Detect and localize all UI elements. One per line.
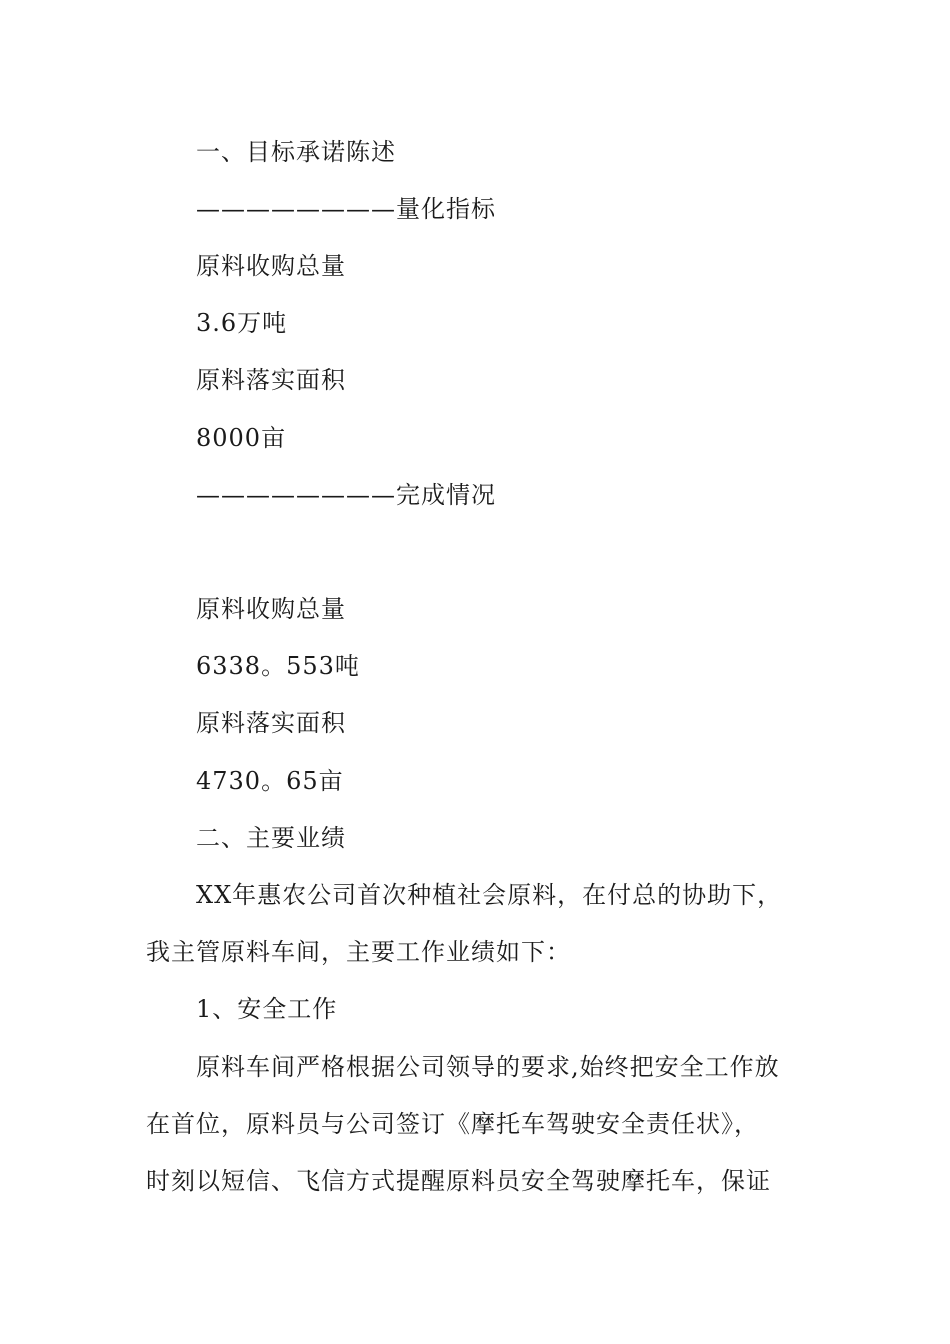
paragraph-line: 在首位，原料员与公司签订《摩托车驾驶安全责任状》， (146, 1110, 759, 1138)
label-purchase-total-target: 原料收购总量 (196, 252, 346, 280)
label-planting-area-actual: 原料落实面积 (196, 709, 346, 737)
heading-safety-work: 1、安全工作 (196, 995, 338, 1023)
subheading-completion-status: ————————完成情况 (196, 481, 496, 509)
heading-section-1: 一、目标承诺陈述 (196, 138, 396, 166)
label-purchase-total-actual: 原料收购总量 (196, 595, 346, 623)
paragraph-line: 原料车间严格根据公司领导的要求,始终把安全工作放 (196, 1053, 780, 1081)
subheading-quantified-targets: ————————量化指标 (196, 195, 496, 223)
paragraph-line: XX年惠农公司首次种植社会原料，在付总的协助下， (196, 881, 783, 909)
value-planting-area-actual: 4730。65亩 (196, 767, 344, 795)
label-planting-area-target: 原料落实面积 (196, 366, 346, 394)
paragraph-line: 时刻以短信、飞信方式提醒原料员安全驾驶摩托车，保证 (146, 1167, 771, 1195)
value-purchase-total-target: 3.6万吨 (196, 309, 288, 337)
heading-section-2: 二、主要业绩 (196, 824, 346, 852)
value-planting-area-target: 8000亩 (196, 424, 287, 452)
paragraph-line: 我主管原料车间，主要工作业绩如下： (146, 938, 571, 966)
value-purchase-total-actual: 6338。553吨 (196, 652, 360, 680)
